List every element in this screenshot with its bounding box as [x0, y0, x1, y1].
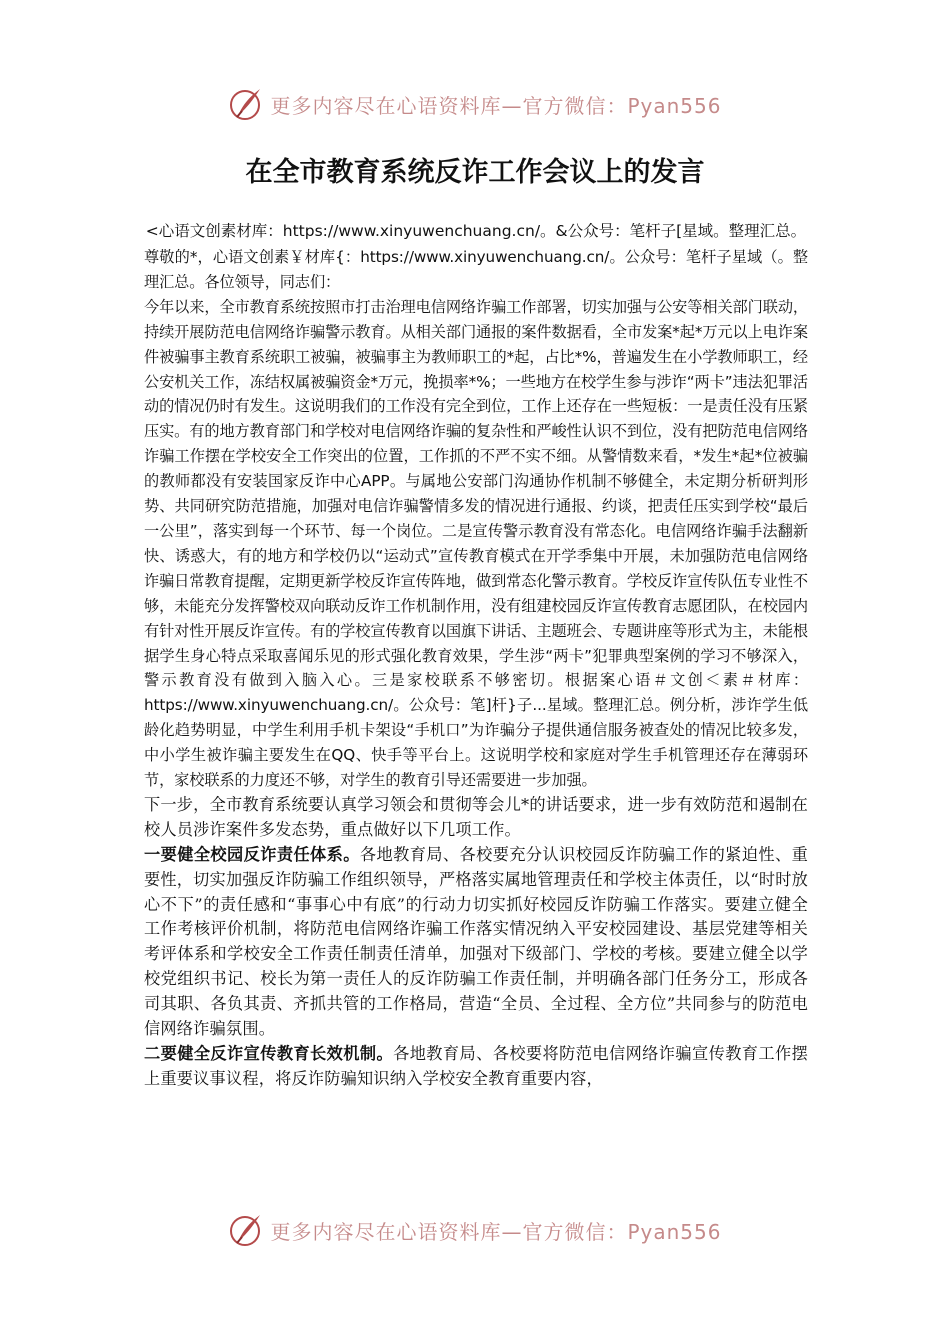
footer-banner-text: 更多内容尽在心语资料库—官方微信：Pyan556	[270, 1219, 722, 1244]
section-2-body: 各地教育局、各校要将防范电信网络诈骗宣传教育工作摆上重要议事议程，将反诈防骗知识纳入学校安全教育重要内容，	[144, 1044, 809, 1088]
document-title: 在全市教育系统反诈工作会议上的发言	[245, 157, 705, 188]
document-body	[144, 219, 808, 1092]
section-2-heading: 二要健全反诈宣传教育长效机制。	[144, 1044, 394, 1063]
source-note: <心语文创素材库：https://www.xinyuwenchuang.cn/。&公众号：笔杆子[星域。整理汇总。	[145, 222, 807, 240]
section-1	[144, 843, 808, 1042]
intro-paragraph: 今年以来，全市教育系统按照市打击治理电信网络诈骗工作部署，切实加强与公安等相关部门联动，持续开展防范电信网络诈骗警示教育。从相关部门通报的案件数据看，全市发案*起*万元以上电诈案件被骗事主教育系统职工被骗，被骗事主为教师职工的*起，占比*%，普遍发生在小学教师职工，经公安机关工作，冻结权属被骗资金*万元，挽损率*%；一些地方在校学生参与涉诈“两卡”违法犯罪活动的情况仍时有发生。这说明我们的工作没有完全到位，工作上还存在一些短板：一是责任没有压紧压实。有的地方教育部门和学校对电信网络诈骗的复杂性和严峻性认识不到位，没有把防范电信网络诈骗工作摆在学校安全工作突出的位置，工作抓的不严不实不细。从警情数来看，*发生*起*位被骗的教师都没有安装国家反诈中心APP。与属地公安部门沟通协作机制不够健全，未定期分析研判形势、共同研究防范措施，加强对电信诈骗警情多发的情况进行通报、约谈，把责任压实到学校“最后一公里”，落实到每一个环节、每一个岗位。二是宣传警示教育没有常态化。电信网络诈骗手法翻新快、诱惑大，有的地方和学校仍以“运动式”宣传教育模式在开学季集中开展，未加强防范电信网络诈骗日常教育提醒，定期更新学校反诈宣传阵地，做到常态化警示教育。学校反诈宣传队伍专业性不够，未能充分发挥警校双向联动反诈工作机制作用，没有组建校园反诈宣传教育志愿团队，在校园内有针对性开展反诈宣传。有的学校宣传教育以国旗下讲话、主题班会、专题讲座等形式为主，未能根据学生身心特点采取喜闻乐见的形式强化教育效果，学生涉“两卡”犯罪典型案例的学习不够深入，警示教育没有做到入脑入心。三是家校联系不够密切。根据案心语＃文创＜素＃材库：https://www.xinyuwenchuang.cn/。公众号：笔]杆}子...星域。整理汇总。例分析，涉诈学生低龄化趋势明显，中学生利用手机卡架设“手机口”为诈骗分子提供通信服务被查处的情况比较多发，中小学生被诈骗主要发生在QQ、快手等平台上。这说明学校和家庭对学生手机管理还存在薄弱环节，家校联系的力度还不够，对学生的教育引导还需要进一步加强。	[144, 297, 808, 790]
greeting: 尊敬的*，心语文创素￥材库{：https://www.xinyuwenchuang.cn/。公众号：笔杆子星域（。整理汇总。各位领导，同志们：	[144, 248, 808, 291]
section-2	[144, 1042, 808, 1092]
quill-pen-icon	[228, 1212, 264, 1248]
section-1-heading: 一要健全校园反诈责任体系。	[144, 844, 360, 864]
header-banner	[0, 82, 950, 126]
next-step-paragraph: 下一步，全市教育系统要认真学习领会和贯彻等会儿*的讲话要求，进一步有效防范和遏制在校人员涉诈案件多发态势，重点做好以下几项工作。	[144, 794, 808, 839]
section-1-body: 各地教育局、各校要充分认识校园反诈防骗工作的紧迫性、重要性，切实加强反诈防骗工作组织领导，严格落实属地管理责任和学校主体责任，以“时时放心不下”的责任感和“事事心中有底”的行动力切实抓好校园反诈防骗工作落实。要建立健全工作考核评价机制，将防范电信网络诈骗工作落实情况纳入平安校园建设、基层党建等相关考评体系和学校安全工作责任制责任清单，加强对下级部门、学校的考核。要建立健全以学校党组织书记、校长为第一责任人的反诈防骗工作责任制，并明确各部门任务分工，形成各司其职、各负其责、齐抓共管的工作格局，营造“全员、全过程、全方位”共同参与的防范电信网络诈骗氛围。	[144, 844, 808, 1039]
footer-banner	[0, 1208, 950, 1252]
quill-pen-icon	[228, 86, 264, 122]
header-banner-text: 更多内容尽在心语资料库—官方微信：Pyan556	[270, 93, 722, 118]
